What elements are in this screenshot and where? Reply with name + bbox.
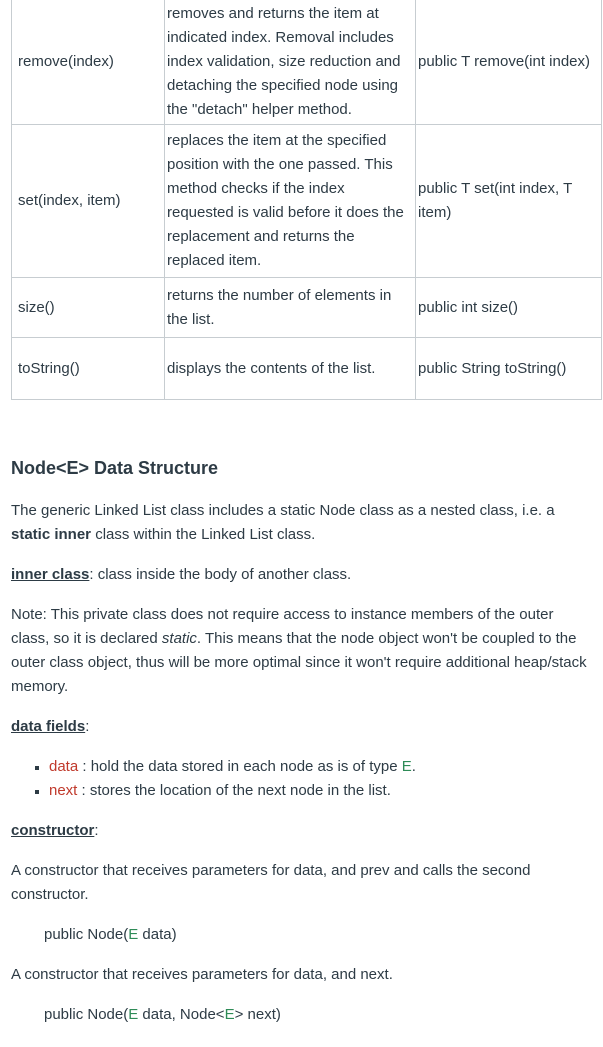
ctor1-code-a: public Node(: [44, 926, 129, 943]
method-description-cell: replaces the item at the specified position with the one passed. This method checks if the index requested is valid before it does the replacement and returns the replaced item.: [165, 125, 416, 278]
list-item: [49, 779, 591, 803]
ctor2-code-b: data, Node<: [138, 1006, 225, 1023]
field-end: .: [411, 758, 416, 775]
data-fields-list-block: [11, 755, 591, 803]
note-text-2: . This means that the node object won't be coupled to the outer class object, thus will be more optimal since it won't require additional heap/stack memory.: [11, 630, 587, 695]
table-row: [12, 338, 602, 400]
field-desc: : hold the data stored in each node as is of type: [78, 758, 402, 775]
constructor-1-code: [11, 923, 591, 947]
section-heading-block: [11, 456, 591, 480]
data-fields-colon: :: [85, 718, 90, 735]
method-description-cell: displays the contents of the list.: [165, 338, 416, 400]
intro-bold-term: static inner: [11, 526, 92, 543]
ctor2-code-c: > next): [234, 1006, 281, 1023]
intro-paragraph: [11, 499, 591, 547]
inner-class-definition: [11, 563, 591, 587]
data-fields-list: [11, 755, 591, 803]
ctor2-code-a: public Node(: [44, 1006, 129, 1023]
method-name-cell: size(): [12, 278, 165, 338]
list-item: [49, 755, 591, 779]
ctor1-code-type: E: [128, 926, 139, 943]
constructor-2-description: [11, 963, 591, 987]
inner-class-def: : class inside the body of another class.: [89, 566, 352, 583]
method-name-cell: remove(index): [12, 0, 165, 125]
table-row: [12, 278, 602, 338]
constructor-1-description: [11, 859, 591, 907]
ctor2-desc: A constructor that receives parameters for data, and next.: [11, 966, 393, 983]
ctor2-code-type2: E: [224, 1006, 235, 1023]
method-signature-cell: public int size(): [416, 278, 602, 338]
table-row: [12, 0, 602, 125]
method-signature-cell: public T remove(int index): [416, 0, 602, 125]
method-description-cell: removes and returns the item at indicated index. Removal includes index validation, size reduction and detaching the specified node using the "detach" helper method.: [165, 0, 416, 125]
inner-class-term: inner class: [11, 566, 90, 583]
table-row: [12, 125, 602, 278]
constructor-label: [11, 819, 591, 843]
method-name-cell: set(index, item): [12, 125, 165, 278]
methods-table: [11, 0, 602, 400]
constructor-colon: :: [94, 822, 99, 839]
field-type: E: [401, 758, 412, 775]
intro-text-2: class within the Linked List class.: [91, 526, 316, 543]
constructor-2-code: [11, 1003, 591, 1027]
data-fields-term: data fields: [11, 718, 86, 735]
note-text-1: Note: This private class does not require access to instance members of the outer class, so it is declared: [11, 606, 554, 647]
section-heading: Node<E> Data Structure: [11, 458, 219, 478]
method-signature-cell: public T set(int index, T item): [416, 125, 602, 278]
ctor1-code-b: data): [138, 926, 177, 943]
method-signature-cell: public String toString(): [416, 338, 602, 400]
field-name: next: [49, 782, 78, 799]
data-fields-label: [11, 715, 591, 739]
field-name: data: [49, 758, 79, 775]
intro-text-1: The generic Linked List class includes a static Node class as a nested class, i.e. a: [11, 502, 555, 519]
note-paragraph: [11, 603, 591, 699]
ctor2-code-type: E: [128, 1006, 139, 1023]
method-description-cell: returns the number of elements in the list.: [165, 278, 416, 338]
method-name-cell: toString(): [12, 338, 165, 400]
constructor-term: constructor: [11, 822, 95, 839]
note-italic: static: [161, 630, 197, 647]
ctor1-desc: A constructor that receives parameters for data, and prev and calls the second constructor.: [11, 862, 531, 903]
field-desc: : stores the location of the next node in the list.: [77, 782, 391, 799]
